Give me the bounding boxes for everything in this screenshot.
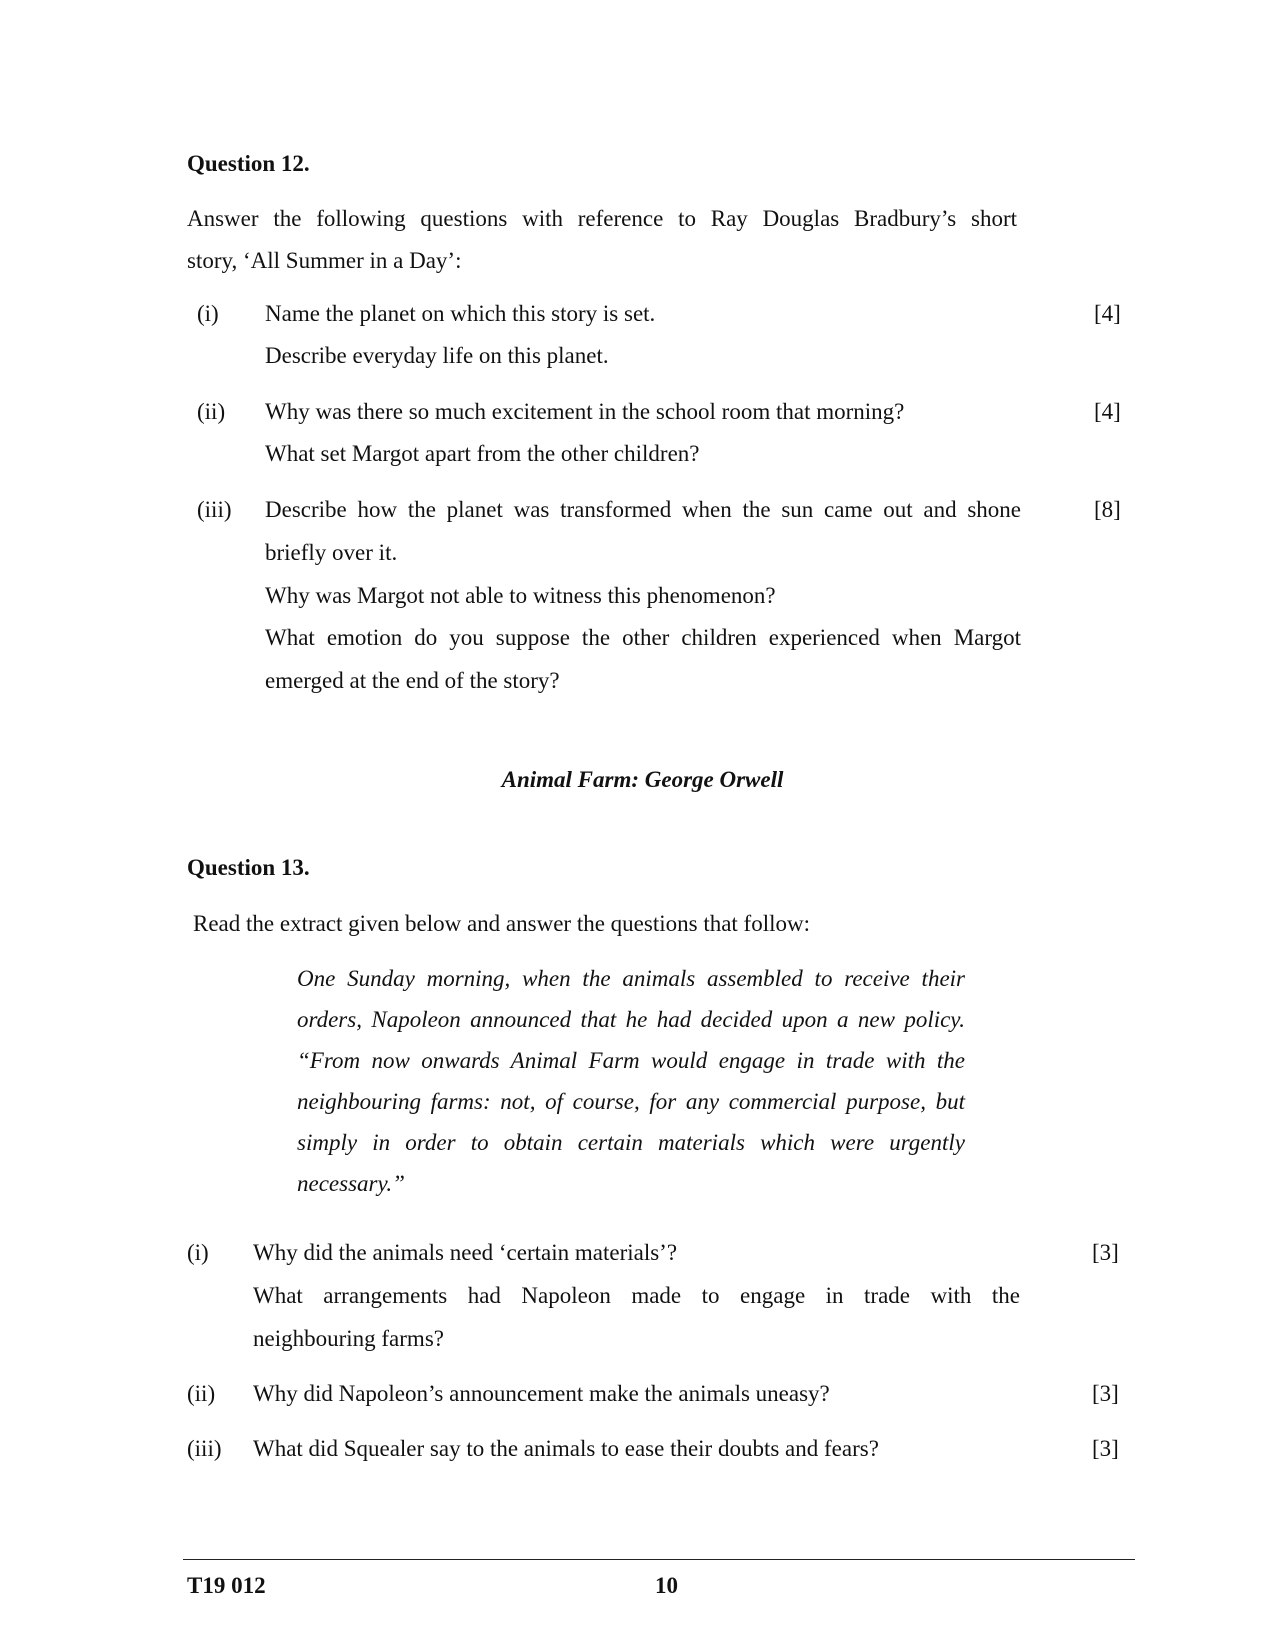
q13-part-ii-line-1: Why did Napoleon’s announcement make the animals uneasy?: [253, 1381, 830, 1406]
extract-line-6: necessary.”: [297, 1171, 405, 1196]
q12-part-i-marks: [4]: [1094, 301, 1121, 326]
q13-part-iii-number: (iii): [187, 1436, 222, 1461]
footer-page-number: 10: [655, 1573, 678, 1598]
q12-part-iii-marks: [8]: [1094, 497, 1121, 522]
q12-part-iii-line-5: emerged at the end of the story?: [265, 668, 560, 693]
question-12-intro-line-1: Answer the following questions with reference to Ray Douglas Bradbury’s short: [187, 206, 1017, 231]
question-13-intro: Read the extract given below and answer the questions that follow:: [193, 911, 810, 936]
q13-part-i-marks: [3]: [1092, 1240, 1119, 1265]
q13-part-ii-number: (ii): [187, 1381, 216, 1406]
extract-line-5: simply in order to obtain certain materials which were urgently: [297, 1130, 965, 1155]
extract-line-4: neighbouring farms: not, of course, for any commercial purpose, but: [297, 1089, 965, 1114]
extract-line-2: orders, Napoleon announced that he had decided upon a new policy.: [297, 1007, 965, 1032]
q13-part-i-number: (i): [187, 1240, 209, 1265]
q13-part-i-line-1: Why did the animals need ‘certain materials’?: [253, 1240, 678, 1265]
q12-part-iii-line-2: briefly over it.: [265, 540, 398, 565]
q12-part-iii-line-1: Describe how the planet was transformed when the sun came out and shone: [265, 497, 1021, 522]
q12-part-i-line-1: Name the planet on which this story is set.: [265, 301, 656, 326]
q13-part-iii-line-1: What did Squealer say to the animals to ease their doubts and fears?: [253, 1436, 879, 1461]
question-13-heading: Question 13.: [187, 855, 310, 880]
extract-line-3: “From now onwards Animal Farm would engage in trade with the: [297, 1048, 965, 1073]
q12-part-ii-line-2: What set Margot apart from the other children?: [265, 441, 700, 466]
footer-rule: [183, 1559, 1135, 1560]
q12-part-i-number: (i): [197, 301, 219, 326]
q13-part-i-line-3: neighbouring farms?: [253, 1326, 444, 1351]
q13-part-iii-marks: [3]: [1092, 1436, 1119, 1461]
question-12-intro-line-2: story, ‘All Summer in a Day’:: [187, 248, 462, 273]
section-title: Animal Farm: George Orwell: [501, 767, 784, 792]
footer-paper-code: T19 012: [187, 1573, 266, 1598]
question-12-heading: Question 12.: [187, 151, 310, 176]
q12-part-ii-marks: [4]: [1094, 399, 1121, 424]
q13-part-ii-marks: [3]: [1092, 1381, 1119, 1406]
q12-part-iii-number: (iii): [197, 497, 232, 522]
q12-part-i-line-2: Describe everyday life on this planet.: [265, 343, 609, 368]
q12-part-ii-line-1: Why was there so much excitement in the school room that morning?: [265, 399, 905, 424]
q12-part-iii-line-3: Why was Margot not able to witness this phenomenon?: [265, 583, 776, 608]
q12-part-iii-line-4: What emotion do you suppose the other children experienced when Margot: [265, 625, 1021, 650]
q13-part-i-line-2: What arrangements had Napoleon made to engage in trade with the: [253, 1283, 1020, 1308]
q12-part-ii-number: (ii): [197, 399, 226, 424]
extract-block: [297, 958, 965, 1204]
extract-line-1: One Sunday morning, when the animals assembled to receive their: [297, 966, 965, 991]
